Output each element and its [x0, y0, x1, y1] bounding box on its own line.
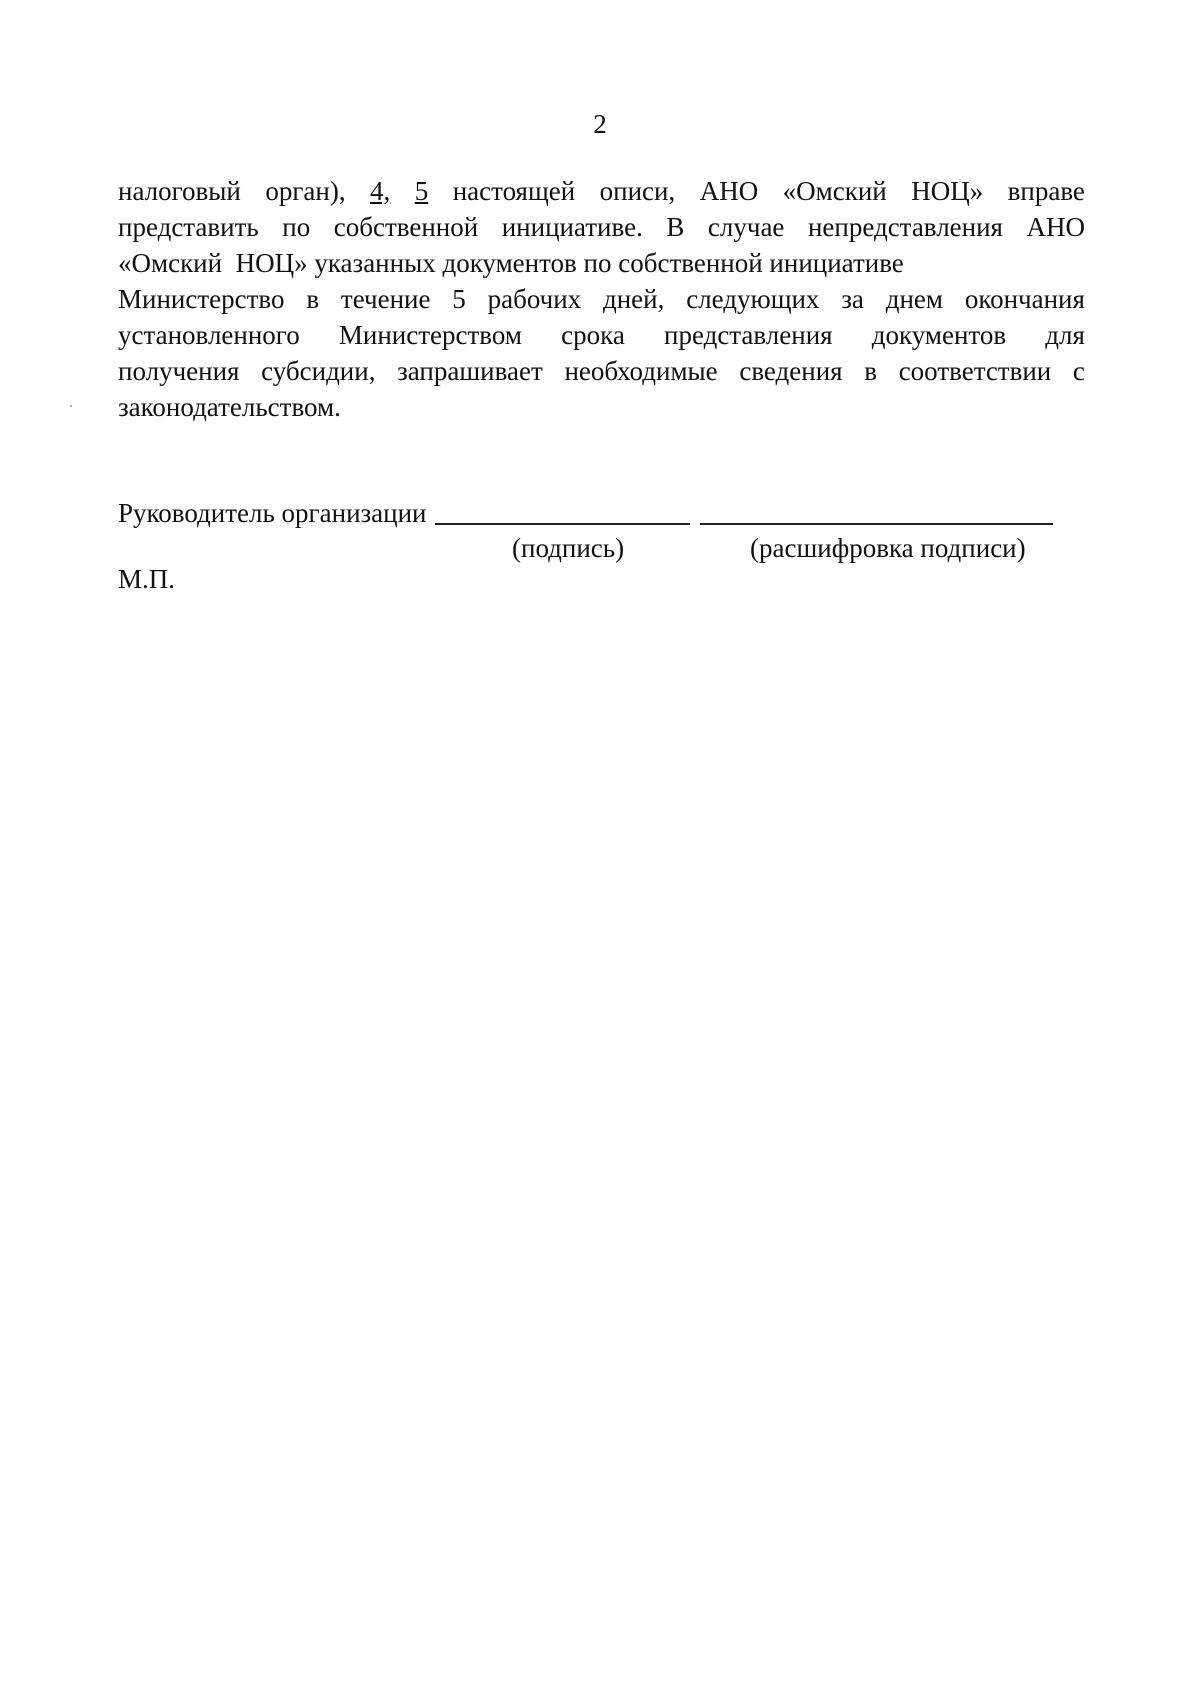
word: в	[864, 356, 878, 386]
word: представить	[118, 212, 259, 242]
word: собственной	[333, 212, 479, 242]
word: случае	[707, 212, 785, 242]
signature-line	[435, 522, 690, 525]
paragraph-line-6	[118, 353, 1085, 389]
word: сведения	[739, 356, 843, 386]
page-number: 2	[593, 109, 607, 139]
word: по	[282, 212, 311, 242]
word: В	[666, 212, 685, 242]
word: представления	[664, 320, 833, 350]
word: рабочих	[487, 284, 582, 314]
signature-caption: (подпись)	[512, 533, 625, 563]
word: документов	[871, 320, 1007, 350]
word: необходимые	[564, 356, 718, 386]
paragraph	[118, 173, 1085, 425]
word: в	[306, 284, 320, 314]
word: НОЦ»	[911, 176, 984, 206]
word: окончания	[964, 284, 1085, 314]
word: орган),	[265, 176, 346, 206]
reference-link[interactable]: 5	[414, 176, 429, 206]
scan-speck	[70, 405, 72, 407]
word: следующих	[686, 284, 820, 314]
word: течение	[340, 284, 431, 314]
word: установленного	[118, 320, 300, 350]
word: Министерство	[118, 284, 285, 314]
word: АНО	[699, 176, 759, 206]
word: дней,	[603, 284, 665, 314]
head-of-organization-label: Руководитель организации	[118, 498, 427, 528]
paragraph-line-3: «Омский НОЦ» указанных документов по собственной инициативе	[118, 248, 904, 278]
word	[370, 173, 390, 209]
paragraph-line-1	[118, 173, 1085, 209]
word: настоящей	[452, 176, 576, 206]
word: «Омский	[782, 176, 887, 206]
word: запрашивает	[397, 356, 543, 386]
paragraph-line-7: законодательством.	[118, 392, 341, 422]
stamp-place-label: М.П.	[118, 564, 176, 594]
signature-decoding-caption: (расшифровка подписи)	[750, 533, 1026, 563]
word: описи,	[599, 176, 676, 206]
signature-block	[118, 497, 1068, 529]
word: Министерством	[338, 320, 522, 350]
word	[415, 173, 429, 209]
signature-row	[118, 497, 1068, 529]
word: налоговый	[118, 176, 241, 206]
reference-link[interactable]: 4,	[370, 176, 391, 206]
word: с	[1072, 356, 1085, 386]
paragraph-line-5	[118, 317, 1085, 353]
word: инициативе.	[501, 212, 643, 242]
word: за	[841, 284, 864, 314]
word: соответствии	[898, 356, 1052, 386]
word: срока	[561, 320, 625, 350]
word: для	[1045, 320, 1085, 350]
word: непредставления	[807, 212, 1003, 242]
word: 5	[452, 284, 466, 314]
paragraph-line-2	[118, 209, 1085, 245]
paragraph-line-4	[118, 281, 1085, 317]
word: АНО	[1026, 212, 1085, 242]
word: субсидии,	[261, 356, 376, 386]
word: получения	[118, 356, 240, 386]
word: вправе	[1007, 176, 1085, 206]
word: днем	[885, 284, 944, 314]
signature-decoding-line	[700, 522, 1053, 525]
